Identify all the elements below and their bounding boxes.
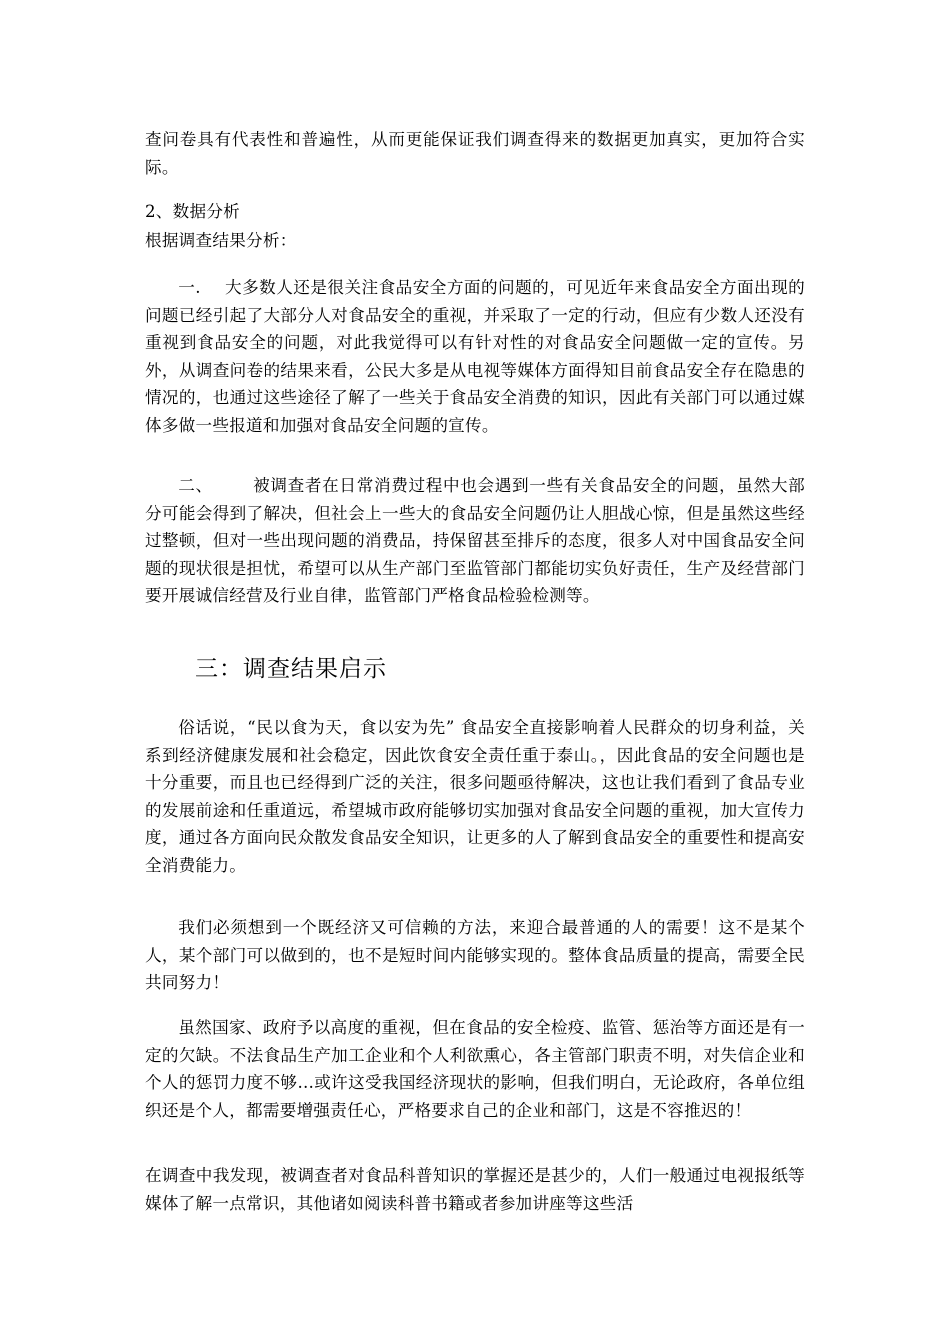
section-2-lead: 根据调查结果分析：: [145, 231, 297, 250]
analysis-item-1: [145, 274, 805, 439]
section-3-heading: 三：调查结果启示: [195, 656, 387, 682]
insight-paragraph-2: 我们必须想到一个既经济又可信赖的方法，来迎合最普通的人的需要！这不是某个人，某个部门可以做到的，也不是短时间内能够实现的。整体食品质量的提高，需要全民共同努力！: [145, 918, 805, 992]
insight-paragraph-4: 在调查中我发现，被调查者对食品科普知识的掌握还是甚少的，人们一般通过电视报纸等媒体了解一点常识，其他诸如阅读科普书籍或者参加讲座等这些活: [145, 1166, 805, 1213]
insight-paragraph-3: 虽然国家、政府予以高度的重视，但在食品的安全检疫、监管、惩治等方面还是有一定的欠缺。不法食品生产加工企业和个人利欲熏心，各主管部门职责不明，对失信企业和个人的惩罚力度不够…或许这受我国经济现状的影响，但我们明白，无论政府，各单位组织还是个人，都需要增强责任心，严格要求自己的企业和部门，这是不容推迟的！: [145, 1018, 805, 1120]
analysis-item-2: [145, 472, 805, 610]
section-2-title: 2、数据分析: [145, 202, 241, 221]
item-1-marker: 一.: [178, 278, 201, 297]
intro-paragraph: 查问卷具有代表性和普遍性，从而更能保证我们调查得来的数据更加真实，更加符合实际。: [145, 130, 805, 177]
insight-paragraph-1: 俗话说，“民以食为天，食以安为先” 食品安全直接影响着人民群众的切身利益，关系到经济健康发展和社会稳定，因此饮食安全责任重于泰山。，因此食品的安全问题也是十分重要，而且也已经得到广泛的关注，很多问题亟待解决，这也让我们看到了食品专业的发展前途和任重道远，希望城市政府能够切实加强对食品安全问题的重视，加大宣传力度，通过各方面向民众散发食品安全知识，让更多的人了解到食品安全的重要性和提高安全消费能力。: [145, 718, 805, 875]
item-2-marker: 二、: [178, 476, 213, 495]
item-1-text: 大多数人还是很关注食品安全方面的问题的，可见近年来食品安全方面出现的问题已经引起了大部分人对食品安全的重视，并采取了一定的行动，但应有少数人还没有重视到食品安全的问题，对此我觉得可以有针对性的对食品安全问题做一定的宣传。另外，从调查问卷的结果来看，公民大多是从电视等媒体方面得知目前食品安全存在隐患的情况的，也通过这些途径了解了一些关于食品安全消费的知识，因此有关部门可以通过媒体多做一些报道和加强对食品安全问题的宣传。: [145, 278, 805, 435]
item-2-text: 被调查者在日常消费过程中也会遇到一些有关食品安全的问题，虽然大部分可能会得到了解决，但社会上一些大的食品安全问题仍让人胆战心惊，但是虽然这些经过整顿，但对一些出现问题的消费品，持保留甚至排斥的态度，很多人对中国食品安全问题的现状很是担忧，希望可以从生产部门至监管部门都能切实负好责任，生产及经营部门要开展诚信经营及行业自律，监管部门严格食品检验检测等。: [145, 476, 806, 605]
